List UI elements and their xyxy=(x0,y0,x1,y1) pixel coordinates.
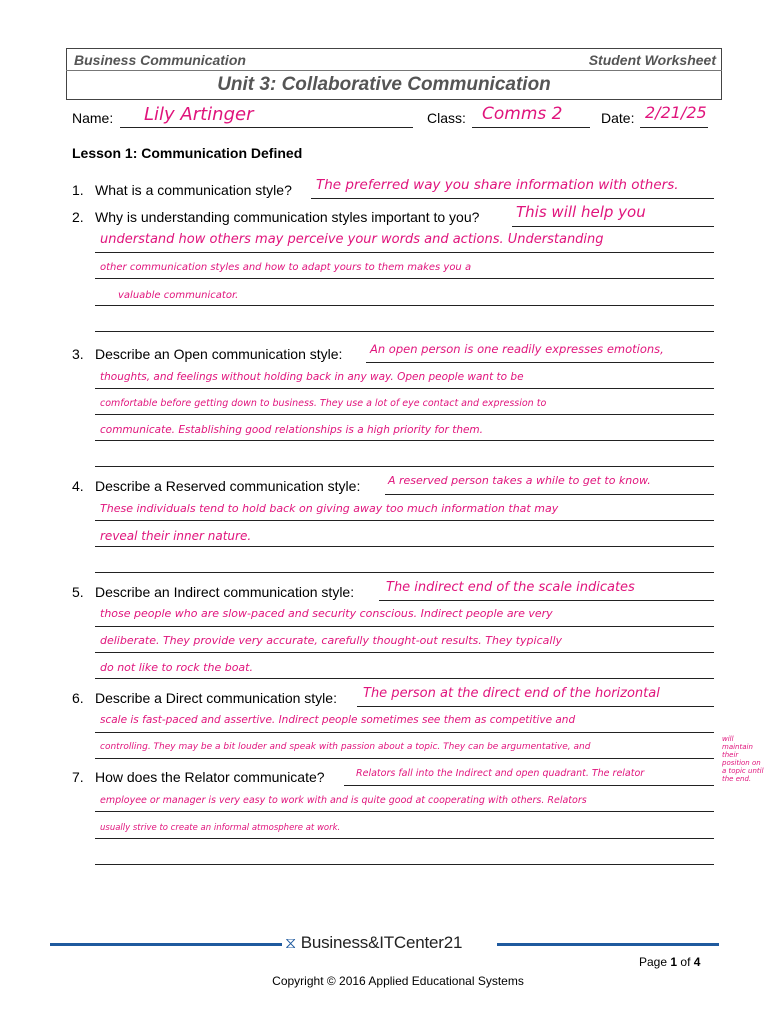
answer-line xyxy=(95,626,714,627)
answer-line xyxy=(95,520,714,521)
answer-line xyxy=(95,572,714,573)
answer-text: thoughts, and feelings without holding back in any way. Open people want to be xyxy=(100,371,524,383)
answer-line xyxy=(344,785,714,786)
answer-line xyxy=(385,494,714,495)
question-number: 3. xyxy=(72,346,84,362)
page-of: of xyxy=(680,955,691,969)
question-text: How does the Relator communicate? xyxy=(95,769,325,785)
answer-line xyxy=(95,388,714,389)
logo-mark-icon: ⧖ xyxy=(285,935,297,952)
class-value: Comms 2 xyxy=(482,104,563,124)
answer-line xyxy=(95,811,714,812)
doc-type: Student Worksheet xyxy=(588,52,716,68)
question-text: Describe a Reserved communication style: xyxy=(95,478,361,494)
date-label: Date: xyxy=(601,110,635,126)
answer-text: scale is fast-paced and assertive. Indirect people sometimes see them as competitive and xyxy=(100,714,576,726)
lesson-title: Lesson 1: Communication Defined xyxy=(72,145,303,161)
page-indicator xyxy=(639,955,700,969)
answer-text: These individuals tend to hold back on giving away too much information that may xyxy=(100,502,559,515)
question-number: 5. xyxy=(72,584,84,600)
question-number: 4. xyxy=(72,478,84,494)
answer-line xyxy=(95,732,714,733)
answer-line xyxy=(366,362,714,363)
answer-line xyxy=(357,706,714,707)
answer-text: understand how others may perceive your words and actions. Understanding xyxy=(100,232,604,247)
footer-logo xyxy=(285,933,462,953)
answer-text: usually strive to create an informal atmosphere at work. xyxy=(100,823,341,833)
page-number: 1 xyxy=(670,955,678,969)
question-number: 2. xyxy=(72,209,84,225)
answer-line xyxy=(95,252,714,253)
copyright: Copyright © 2016 Applied Educational Systems xyxy=(272,974,524,988)
answer-text: reveal their inner nature. xyxy=(100,529,252,543)
answer-line xyxy=(512,226,714,227)
answer-line xyxy=(311,198,714,199)
answer-line xyxy=(95,838,714,839)
question-text: Describe an Indirect communication style: xyxy=(95,584,355,600)
margin-note: will maintain their position on a topic until the end. xyxy=(722,735,764,783)
answer-line xyxy=(95,305,714,306)
answer-line xyxy=(95,466,714,467)
answer-line xyxy=(95,331,714,332)
answer-text: valuable communicator. xyxy=(118,290,239,301)
question-text: What is a communication style? xyxy=(95,182,292,198)
date-underline xyxy=(640,127,708,128)
date-value: 2/21/25 xyxy=(645,103,707,122)
question-number: 6. xyxy=(72,690,84,706)
answer-line xyxy=(95,864,714,865)
footer-rule-left xyxy=(50,943,282,946)
answer-line xyxy=(95,758,714,759)
class-label: Class: xyxy=(427,110,466,126)
answer-line xyxy=(95,414,714,415)
answer-text: those people who are slow-paced and security conscious. Indirect people are very xyxy=(100,607,553,620)
answer-line xyxy=(95,546,714,547)
page-total: 4 xyxy=(693,955,701,969)
question-text: Why is understanding communication styles important to you? xyxy=(95,209,480,225)
question-number: 7. xyxy=(72,769,84,785)
answer-line xyxy=(95,652,714,653)
answer-line xyxy=(95,440,714,441)
answer-text: An open person is one readily expresses emotions, xyxy=(370,342,664,356)
answer-text: The indirect end of the scale indicates xyxy=(386,580,635,595)
answer-text: communicate. Establishing good relationships is a high priority for them. xyxy=(100,424,483,436)
name-underline xyxy=(120,127,413,128)
answer-text: This will help you xyxy=(516,203,646,221)
answer-line xyxy=(95,278,714,279)
answer-text: deliberate. They provide very accurate, carefully thought-out results. They typically xyxy=(100,634,563,647)
course-name: Business Communication xyxy=(74,52,246,68)
name-value: Lily Artinger xyxy=(144,104,254,125)
logo-text: Business&ITCenter21 xyxy=(300,933,463,952)
class-underline xyxy=(472,127,590,128)
answer-text: A reserved person takes a while to get to know. xyxy=(388,474,651,487)
answer-line xyxy=(95,678,714,679)
footer-rule-right xyxy=(497,943,719,946)
page-label: Page xyxy=(639,955,668,969)
answer-text: other communication styles and how to adapt yours to them makes you a xyxy=(100,262,472,273)
answer-text: controlling. They may be a bit louder and speak with passion about a topic. They can be argumentative, and xyxy=(100,742,591,752)
answer-text: employee or manager is very easy to work with and is quite good at cooperating with others. Relators xyxy=(100,795,587,806)
answer-text: The person at the direct end of the horizontal xyxy=(363,686,660,701)
header-divider xyxy=(66,70,722,71)
name-label: Name: xyxy=(72,110,114,126)
question-number: 1. xyxy=(72,182,84,198)
answer-line xyxy=(379,600,714,601)
question-text: Describe a Direct communication style: xyxy=(95,690,337,706)
answer-text: comfortable before getting down to business. They use a lot of eye contact and expression to xyxy=(100,398,547,409)
answer-text: The preferred way you share information with others. xyxy=(316,177,679,193)
answer-text: do not like to rock the boat. xyxy=(100,661,253,674)
unit-title: Unit 3: Collaborative Communication xyxy=(217,74,551,95)
question-text: Describe an Open communication style: xyxy=(95,346,343,362)
answer-text: Relators fall into the Indirect and open quadrant. The relator xyxy=(356,768,645,779)
